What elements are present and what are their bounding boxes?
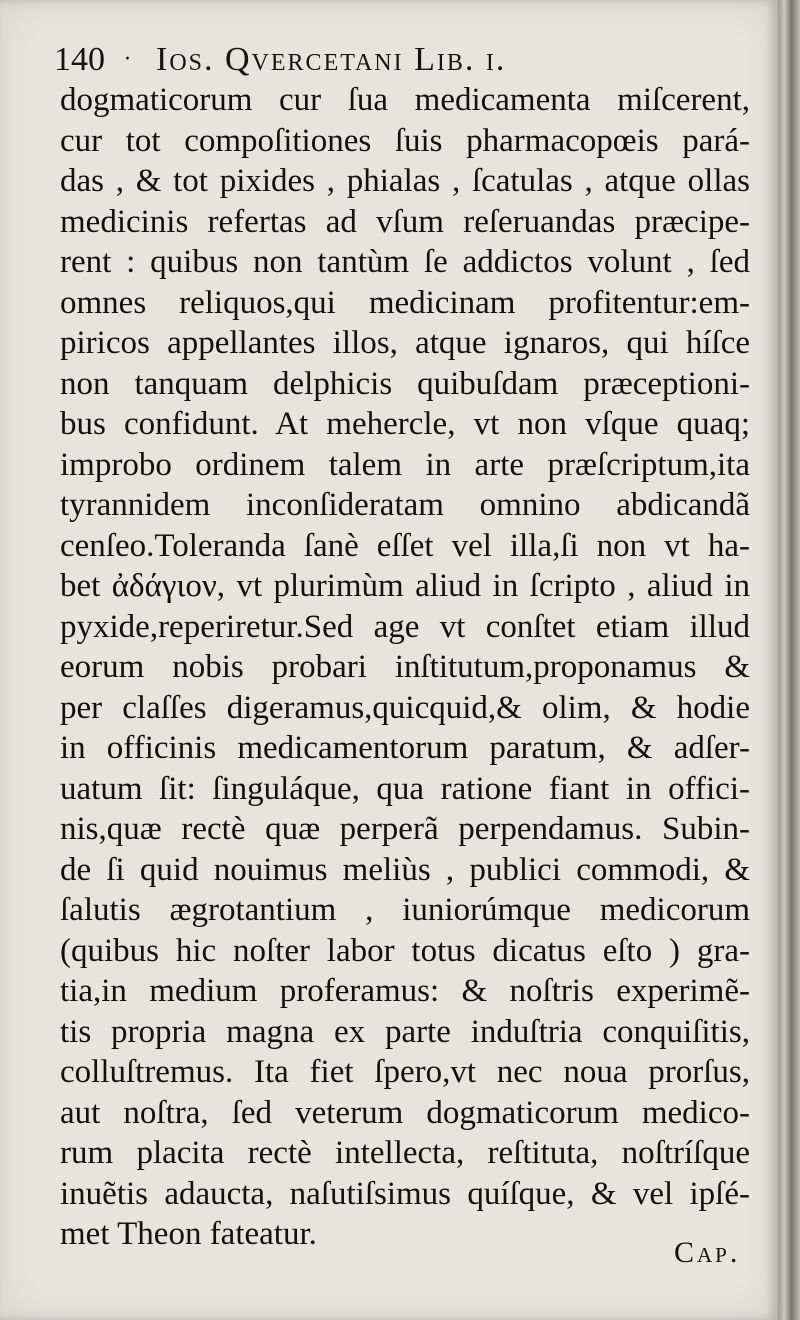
text-line: per claſſes digeramus,quicquid,& olim, & hodie [60, 689, 750, 726]
text-line: (quibus hic noſter labor totus dicatus eſto ) gra- [60, 932, 750, 969]
text-line: uatum ſit: ſinguláque, qua ratione fiant in offici- [60, 770, 750, 807]
text-line: bus confidunt. At mehercle, vt non vſque quaq; [60, 406, 750, 442]
page-edge-shadow [778, 0, 800, 1320]
page-header [54, 34, 714, 84]
text-line: cur tot compoſitiones ſuis pharmacopœis pará- [60, 122, 750, 159]
text-line: colluſtremus. Ita fiet ſpero,vt nec noua prorſus, [60, 1054, 750, 1090]
text-line: pyxide,reperiretur.Sed age vt conſtet etiam illud [60, 608, 750, 645]
text-line: tyrannidem inconſideratam omnino abdicandã [60, 487, 750, 523]
text-line: piricos appellantes illos, atque ignaros, qui híſce [60, 325, 750, 361]
text-line: de ſi quid nouimus meliùs , publici commodi, & [60, 851, 750, 888]
text-line: non tanquam delphicis quibuſdam præceptioni- [60, 365, 750, 402]
catchword: Cap. [674, 1236, 741, 1269]
text-line: aut noſtra, ſed veterum dogmaticorum medico- [60, 1094, 750, 1131]
text-line: ſalutis ægrotantium , iuniorúmque medicorum [60, 892, 750, 928]
page-number: 140 [54, 41, 105, 78]
text-line: eorum nobis probari inſtitutum,proponamus & [60, 649, 750, 685]
text-line: rum placita rectè intellecta, reſtituta, noſtríſque [60, 1135, 750, 1171]
text-line: nis,quæ rectè quæ perperã perpendamus. Subin- [60, 811, 750, 847]
text-line: das , & tot pixides , phialas , ſcatulas , atque ollas [60, 163, 750, 199]
header-separator: · [123, 46, 132, 72]
text-line: improbo ordinem talem in arte præſcriptum,ita [60, 446, 750, 483]
text-line: inuẽtis adaucta, naſutiſsimus quíſque, & vel ipſé- [60, 1175, 750, 1212]
text-line: met Theon fateatur. [60, 1216, 317, 1252]
running-title: Ios. Qvercetani Lib. i. [156, 41, 507, 78]
text-line: cenſeo.Toleranda ſanè eſſet vel illa,ſi non vt ha- [60, 527, 750, 564]
text-line: bet ἀδάγιον, vt plurimùm aliud in ſcripto , aliud in [60, 568, 750, 604]
text-line: dogmaticorum cur ſua medicamenta miſcerent, [60, 82, 750, 118]
text-line: omnes reliquos,qui medicinam profitentur:em- [60, 284, 750, 321]
text-line: rent : quibus non tantùm ſe addictos volunt , ſed [60, 244, 750, 280]
body-text [60, 80, 750, 1255]
text-line: tia,in medium proferamus: & noſtris experimẽ- [60, 973, 750, 1009]
text-line: in officinis medicamentorum paratum, & adſer- [60, 730, 750, 766]
text-line: tis propria magna ex parte induſtria conquiſitis, [60, 1013, 750, 1050]
text-line: medicinis refertas ad vſum reſeruandas præcipe- [60, 203, 750, 240]
